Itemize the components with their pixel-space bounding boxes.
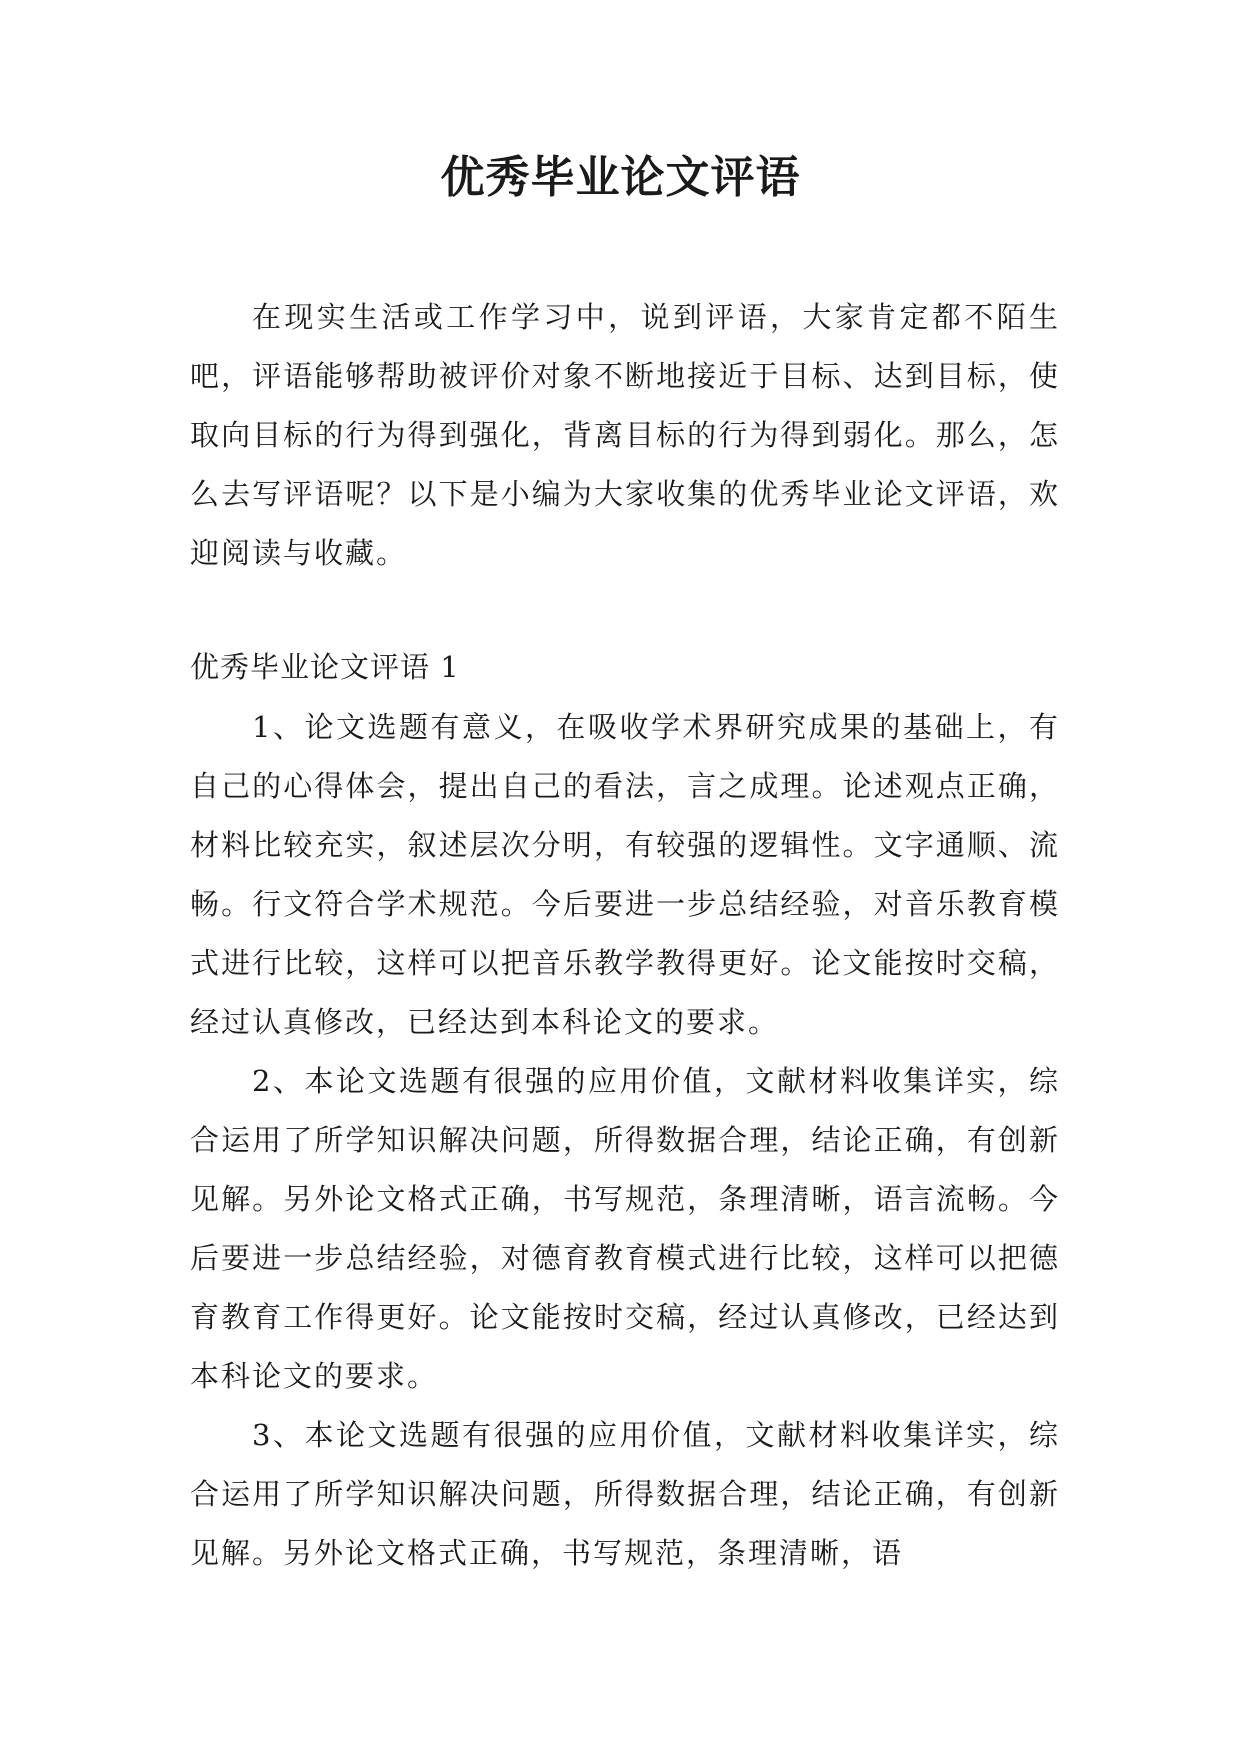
page-title: 优秀毕业论文评语 xyxy=(440,152,801,203)
intro-paragraph: 在现实生活或工作学习中，说到评语，大家肯定都不陌生吧，评语能够帮助被评价对象不断地接近于目标、达到目标，使取向目标的行为得到强化，背离目标的行为得到弱化。那么，怎么去写评语呢？以下是小编为大家收集的优秀毕业论文评语，欢迎阅读与收藏。 xyxy=(190,300,1060,570)
comment-item: 3、本论文选题有很强的应用价值，文献材料收集详实，综合运用了所学知识解决问题，所得数据合理，结论正确，有创新见解。另外论文格式正确，书写规范，条理清晰，语 xyxy=(190,1418,1060,1570)
section-heading: 优秀毕业论文评语 1 xyxy=(190,650,460,684)
comment-item: 2、本论文选题有很强的应用价值，文献材料收集详实，综合运用了所学知识解决问题，所得数据合理，结论正确，有创新见解。另外论文格式正确，书写规范，条理清晰，语言流畅。今后要进一步总结经验，对德育教育模式进行比较，这样可以把德育教育工作得更好。论文能按时交稿，经过认真修改，已经达到本科论文的要求。 xyxy=(190,1064,1060,1393)
comment-item: 1、论文选题有意义，在吸收学术界研究成果的基础上，有自己的心得体会，提出自己的看法，言之成理。论述观点正确，材料比较充实，叙述层次分明，有较强的逻辑性。文字通顺、流畅。行文符合学术规范。今后要进一步总结经验，对音乐教育模式进行比较，这样可以把音乐教学教得更好。论文能按时交稿，经过认真修改，已经达到本科论文的要求。 xyxy=(190,710,1060,1039)
comment-list xyxy=(190,698,1060,1583)
